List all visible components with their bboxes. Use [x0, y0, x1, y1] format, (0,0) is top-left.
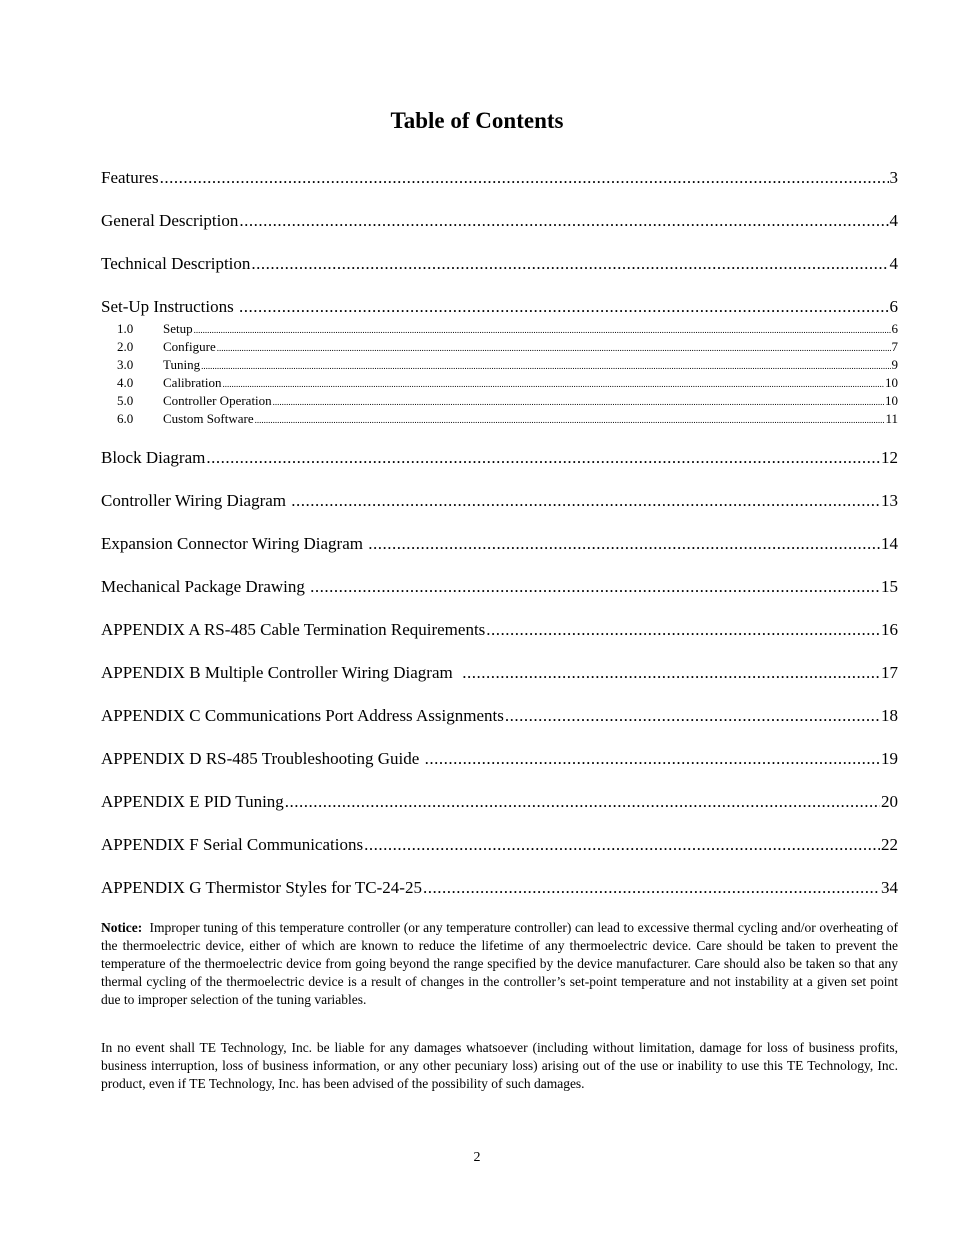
toc-entry[interactable]	[101, 488, 898, 514]
dot-leader	[310, 574, 880, 600]
toc-sub-entry-number: 6.0	[117, 411, 134, 426]
toc-sub-entry-label: Calibration	[163, 375, 222, 390]
dot-leader	[364, 832, 880, 858]
dot-leader	[368, 531, 880, 557]
toc-sub-entry-page: 9	[891, 357, 898, 372]
dot-leader	[251, 251, 888, 277]
toc-entry-page: 13	[881, 491, 898, 510]
page-title: Table of Contents	[390, 108, 564, 133]
notice-text: Improper tuning of this temperature controller (or any temperature controller) can lead to excessive thermal cycling and/or overheating of the thermoelectric device, either of which are known to reduce the lifetime of any thermoelectric device. Care should be taken to prevent the temperature of the thermoelectric device from going beyond the range specified by the device manufacturer. Care should also be taken so that any thermal cycling of the thermoelectric device is a result of changes in the controller’s set-point temperature and not instability at a given set point due to improper selection of the tuning variables.	[101, 920, 898, 1007]
toc-entry-label: APPENDIX C Communications Port Address Assignments	[101, 706, 504, 725]
dot-leader	[462, 660, 880, 686]
toc-entry-page: 4	[889, 211, 898, 230]
toc-entry[interactable]	[101, 703, 898, 729]
toc-entry-page: 3	[889, 168, 898, 187]
toc-sub-entry-number: 4.0	[117, 375, 134, 390]
toc-entry-label: Set-Up Instructions	[101, 297, 238, 316]
toc-entry[interactable]	[101, 445, 898, 471]
toc-entry[interactable]	[101, 875, 898, 901]
toc-group-setup	[101, 294, 898, 428]
dot-leader	[239, 294, 889, 320]
toc-sub-entry[interactable]	[101, 410, 898, 428]
dot-leader	[201, 357, 890, 375]
toc-sub-entry[interactable]	[101, 374, 898, 392]
toc-entry-page: 17	[881, 663, 898, 682]
toc-entry-page: 34	[881, 878, 898, 897]
toc-entry[interactable]	[101, 832, 898, 858]
toc-entry[interactable]	[101, 251, 898, 277]
toc-sub-entry-page: 10	[885, 375, 898, 390]
toc-entry-label: Features	[101, 168, 159, 187]
toc-sub-entry-number: 1.0	[117, 321, 134, 336]
toc-entry-label: Mechanical Package Drawing	[101, 577, 310, 596]
dot-leader	[223, 375, 885, 393]
toc-entry[interactable]	[101, 165, 898, 191]
dot-leader	[505, 703, 880, 729]
notice-paragraph	[101, 919, 898, 1009]
toc-sub-entry-page: 6	[891, 321, 898, 336]
toc-sub-entry-number: 2.0	[117, 339, 134, 354]
toc-sub-entry[interactable]	[101, 338, 898, 356]
toc-entry[interactable]	[101, 617, 898, 643]
toc-entry-label: APPENDIX G Thermistor Styles for TC-24-25	[101, 878, 422, 897]
toc-entry[interactable]	[101, 294, 898, 320]
toc-entry-label: APPENDIX A RS-485 Cable Termination Requirements	[101, 620, 486, 639]
toc-entry-label: Controller Wiring Diagram	[101, 491, 291, 510]
toc-sub-entry-label: Custom Software	[163, 411, 254, 426]
toc-entry[interactable]	[101, 789, 898, 815]
toc-entry[interactable]	[101, 531, 898, 557]
toc-entry[interactable]	[101, 208, 898, 234]
toc-sub-entry-page: 11	[885, 411, 898, 426]
toc-entry-label: Expansion Connector Wiring Diagram	[101, 534, 368, 553]
toc-sub-entry-number: 5.0	[117, 393, 134, 408]
toc-sub-entry-label: Tuning	[163, 357, 201, 372]
dot-leader	[291, 488, 880, 514]
toc-entry-page: 18	[881, 706, 898, 725]
toc-entry-label: APPENDIX E PID Tuning	[101, 792, 284, 811]
dot-leader	[255, 411, 885, 429]
toc-entry-label: APPENDIX B Multiple Controller Wiring Diagram	[101, 663, 462, 682]
toc-sub-entry[interactable]	[101, 320, 898, 338]
toc-entry-label: General Description	[101, 211, 239, 230]
toc-entry-page: 20	[881, 792, 898, 811]
toc-entry-page: 15	[881, 577, 898, 596]
dot-leader	[423, 875, 880, 901]
toc-entry[interactable]	[101, 660, 898, 686]
toc-entry-page: 16	[881, 620, 898, 639]
toc-entry-page: 19	[881, 749, 898, 768]
page-number: 2	[473, 1150, 481, 1165]
toc-sub-entry-page: 7	[891, 339, 898, 354]
toc-entry-label: Technical Description	[101, 254, 251, 273]
dot-leader	[206, 445, 880, 471]
toc-sub-entry[interactable]	[101, 392, 898, 410]
toc-sub-entry-label: Setup	[163, 321, 193, 336]
toc-entry[interactable]	[101, 746, 898, 772]
toc-entry-page: 14	[881, 534, 898, 553]
dot-leader	[425, 746, 880, 772]
toc-sub-entry[interactable]	[101, 356, 898, 374]
toc-entry-label: APPENDIX F Serial Communications	[101, 835, 364, 854]
dot-leader	[273, 393, 884, 411]
notice-heading: Notice:	[101, 920, 143, 935]
toc-sub-entry-page: 10	[885, 393, 898, 408]
dot-leader	[285, 789, 880, 815]
toc-sub-entry-number: 3.0	[117, 357, 134, 372]
toc-entry-label: APPENDIX D RS-485 Troubleshooting Guide	[101, 749, 424, 768]
dot-leader	[160, 165, 889, 191]
dot-leader	[194, 321, 891, 339]
toc-entry-page: 4	[889, 254, 898, 273]
disclaimer-paragraph: In no event shall TE Technology, Inc. be liable for any damages whatsoever (including without limitation, damage for loss of business profits, business interruption, loss of business information, or any other pecuniary loss) arising out of the use or inability to use this TE Technology, Inc. product, even if TE Technology, Inc. has been advised of the possibility of such damages.	[101, 1040, 898, 1091]
dot-leader	[217, 339, 891, 357]
dot-leader	[239, 208, 888, 234]
toc-entry[interactable]	[101, 574, 898, 600]
toc-sub-entry-label: Configure	[163, 339, 216, 354]
toc-entry-page: 12	[881, 448, 898, 467]
toc-entry-page: 6	[889, 297, 898, 316]
toc-entry-page: 22	[881, 835, 898, 854]
dot-leader	[486, 617, 880, 643]
table-of-contents	[101, 165, 898, 918]
toc-entry-label: Block Diagram	[101, 448, 206, 467]
toc-sub-entry-label: Controller Operation	[163, 393, 272, 408]
